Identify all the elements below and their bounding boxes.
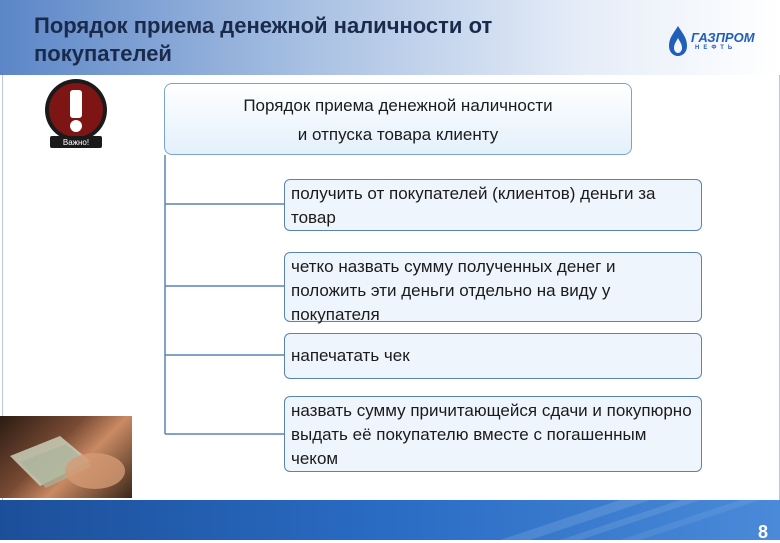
step-box: напечатать чек [284,333,702,379]
logo-subtitle: НЕФТЬ [695,45,737,51]
page-title: Порядок приема денежной наличности от покупателей [34,13,493,66]
footer-bar [0,500,780,540]
footer-decoration [0,500,780,540]
main-process-box [164,83,632,155]
main-box-line1: Порядок приема денежной наличности [243,96,553,115]
main-box-line2: и отпуска товара клиенту [297,125,499,144]
logo-name: ГАЗПРОМ [691,30,755,45]
step-box: четко назвать сумму полученных денег и положить эти деньги отдельно на виду у покупателя [284,252,702,322]
step-box: назвать сумму причитающейся сдачи и покупюрно выдать её покупателю вместе с погашенным чеком [284,396,702,472]
warning-label: Важно! [62,138,90,147]
money-hands-photo [0,416,132,498]
step-box: получить от покупателей (клиентов) деньги за товар [284,179,702,231]
page-number: 8 [757,522,768,542]
